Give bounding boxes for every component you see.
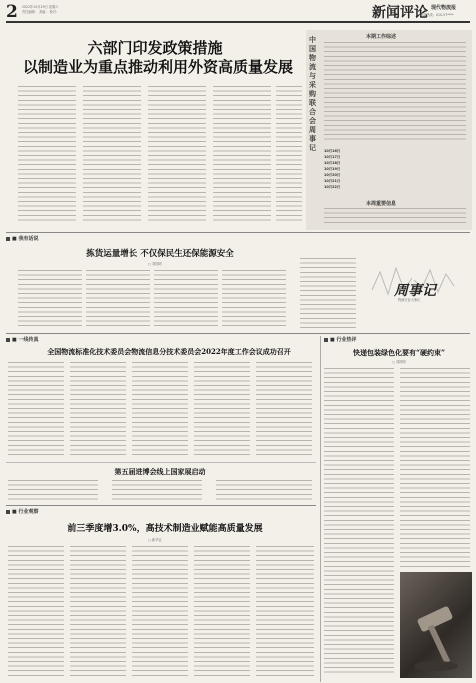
mid-body-col-2: [86, 270, 150, 330]
sidebar-footer-heading: 本周重要信息: [366, 201, 397, 207]
lead-body-col-1: [18, 86, 76, 224]
story4-body-col-4: [194, 546, 250, 676]
section-title: 新闻评论: [372, 5, 428, 21]
sidebar-summary-text: [324, 42, 466, 142]
date-item: 10月19日: [324, 167, 341, 171]
page-number: 2: [6, 2, 18, 22]
story4-body-col-2: [70, 546, 126, 676]
mid-tag: ■ 我有话说: [6, 236, 38, 243]
right-body-col-1: [324, 368, 394, 673]
section-rule-4: [6, 505, 316, 506]
date-item: 10月18日: [324, 161, 341, 165]
right-tag: ■ 行业热评: [324, 337, 356, 344]
story3-body-col-2: [112, 480, 202, 502]
hotline: 新闻热线：010-57****: [420, 13, 454, 17]
lead-body-col-5: [276, 86, 302, 224]
masthead: [0, 0, 476, 22]
lead-headline-line2: 以制造业为重点推动利用外资高质量发展: [22, 58, 293, 76]
story4-body-col-3: [132, 546, 188, 676]
gavel-image: [400, 572, 472, 678]
right-body-col-2: [400, 368, 470, 568]
section-rule-3: [6, 462, 316, 463]
sidebar-heading: 本期工作综述: [366, 34, 397, 40]
weekly-sidebar: [306, 30, 472, 230]
weekly-logo-sub: 物流行业大事记: [398, 298, 421, 302]
date-item: 10月21日: [324, 179, 341, 183]
date-item: 10月20日: [324, 173, 341, 177]
story3-body-col-3: [216, 480, 312, 502]
date-item: 10月17日: [324, 155, 341, 159]
mid-headline: 拣货运量增长 不仅保民生还保能源安全: [86, 249, 234, 259]
story2-body-col-3: [132, 362, 188, 458]
story4-body-col-1: [8, 546, 64, 676]
date-line: 2022年10月29日 星期六: [22, 5, 59, 9]
lead-body-col-2: [83, 86, 141, 224]
date-item: 10月16日: [324, 149, 341, 153]
story3-headline: 第五届进博会线上国家展启动: [114, 467, 206, 476]
right-byline: □ 刘国明: [392, 360, 406, 364]
editors-line: 责任编辑： 美编： 校对：: [22, 10, 60, 14]
mid-body-col-5: [300, 258, 356, 330]
story2-body-col-4: [194, 362, 250, 458]
weekly-logo: [362, 260, 462, 324]
story4-byline: □ 新华社: [148, 538, 162, 542]
sidebar-footer-text: [324, 208, 466, 226]
masthead-rule: [6, 21, 470, 23]
story2-tag: ■ 一线传真: [6, 337, 38, 344]
story2-body-col-2: [70, 362, 126, 458]
lead-headline-line1: 六部门印发政策措施: [87, 39, 223, 57]
section-rule-1: [6, 232, 470, 233]
story2-body-col-5: [256, 362, 312, 458]
paper-name: 现代物流报: [431, 5, 457, 11]
story4-body-col-5: [256, 546, 314, 676]
story3-body-col-1: [8, 480, 98, 502]
weekly-logo-text: 周事记: [394, 283, 436, 299]
mid-byline: □ 刘国明: [148, 262, 162, 266]
section-rule-2: [6, 333, 470, 334]
gavel-icon: [400, 572, 472, 678]
mid-body-col-4: [222, 270, 286, 330]
story4-tag: ■ 行业观察: [6, 509, 38, 516]
mid-body-col-1: [18, 270, 82, 330]
right-headline: 快递包装绿色化要有“硬约束”: [352, 348, 446, 357]
story4-headline: 前三季度增3.0%，高技术制造业赋能高质量发展: [67, 524, 263, 534]
mid-body-col-3: [154, 270, 218, 330]
story2-body-col-1: [8, 362, 64, 458]
right-col-divider: [320, 336, 321, 682]
sidebar-date-list: [324, 148, 466, 190]
story2-headline: 全国物流标准化技术委员会物流信息分技术委员会2022年度工作会议成功召开: [47, 347, 291, 356]
date-item: 10月22日: [324, 185, 341, 189]
sidebar-vertical-title: 中国物流与采购联合会周事记: [309, 36, 316, 152]
lead-body-col-3: [148, 86, 206, 224]
lead-body-col-4: [213, 86, 271, 224]
